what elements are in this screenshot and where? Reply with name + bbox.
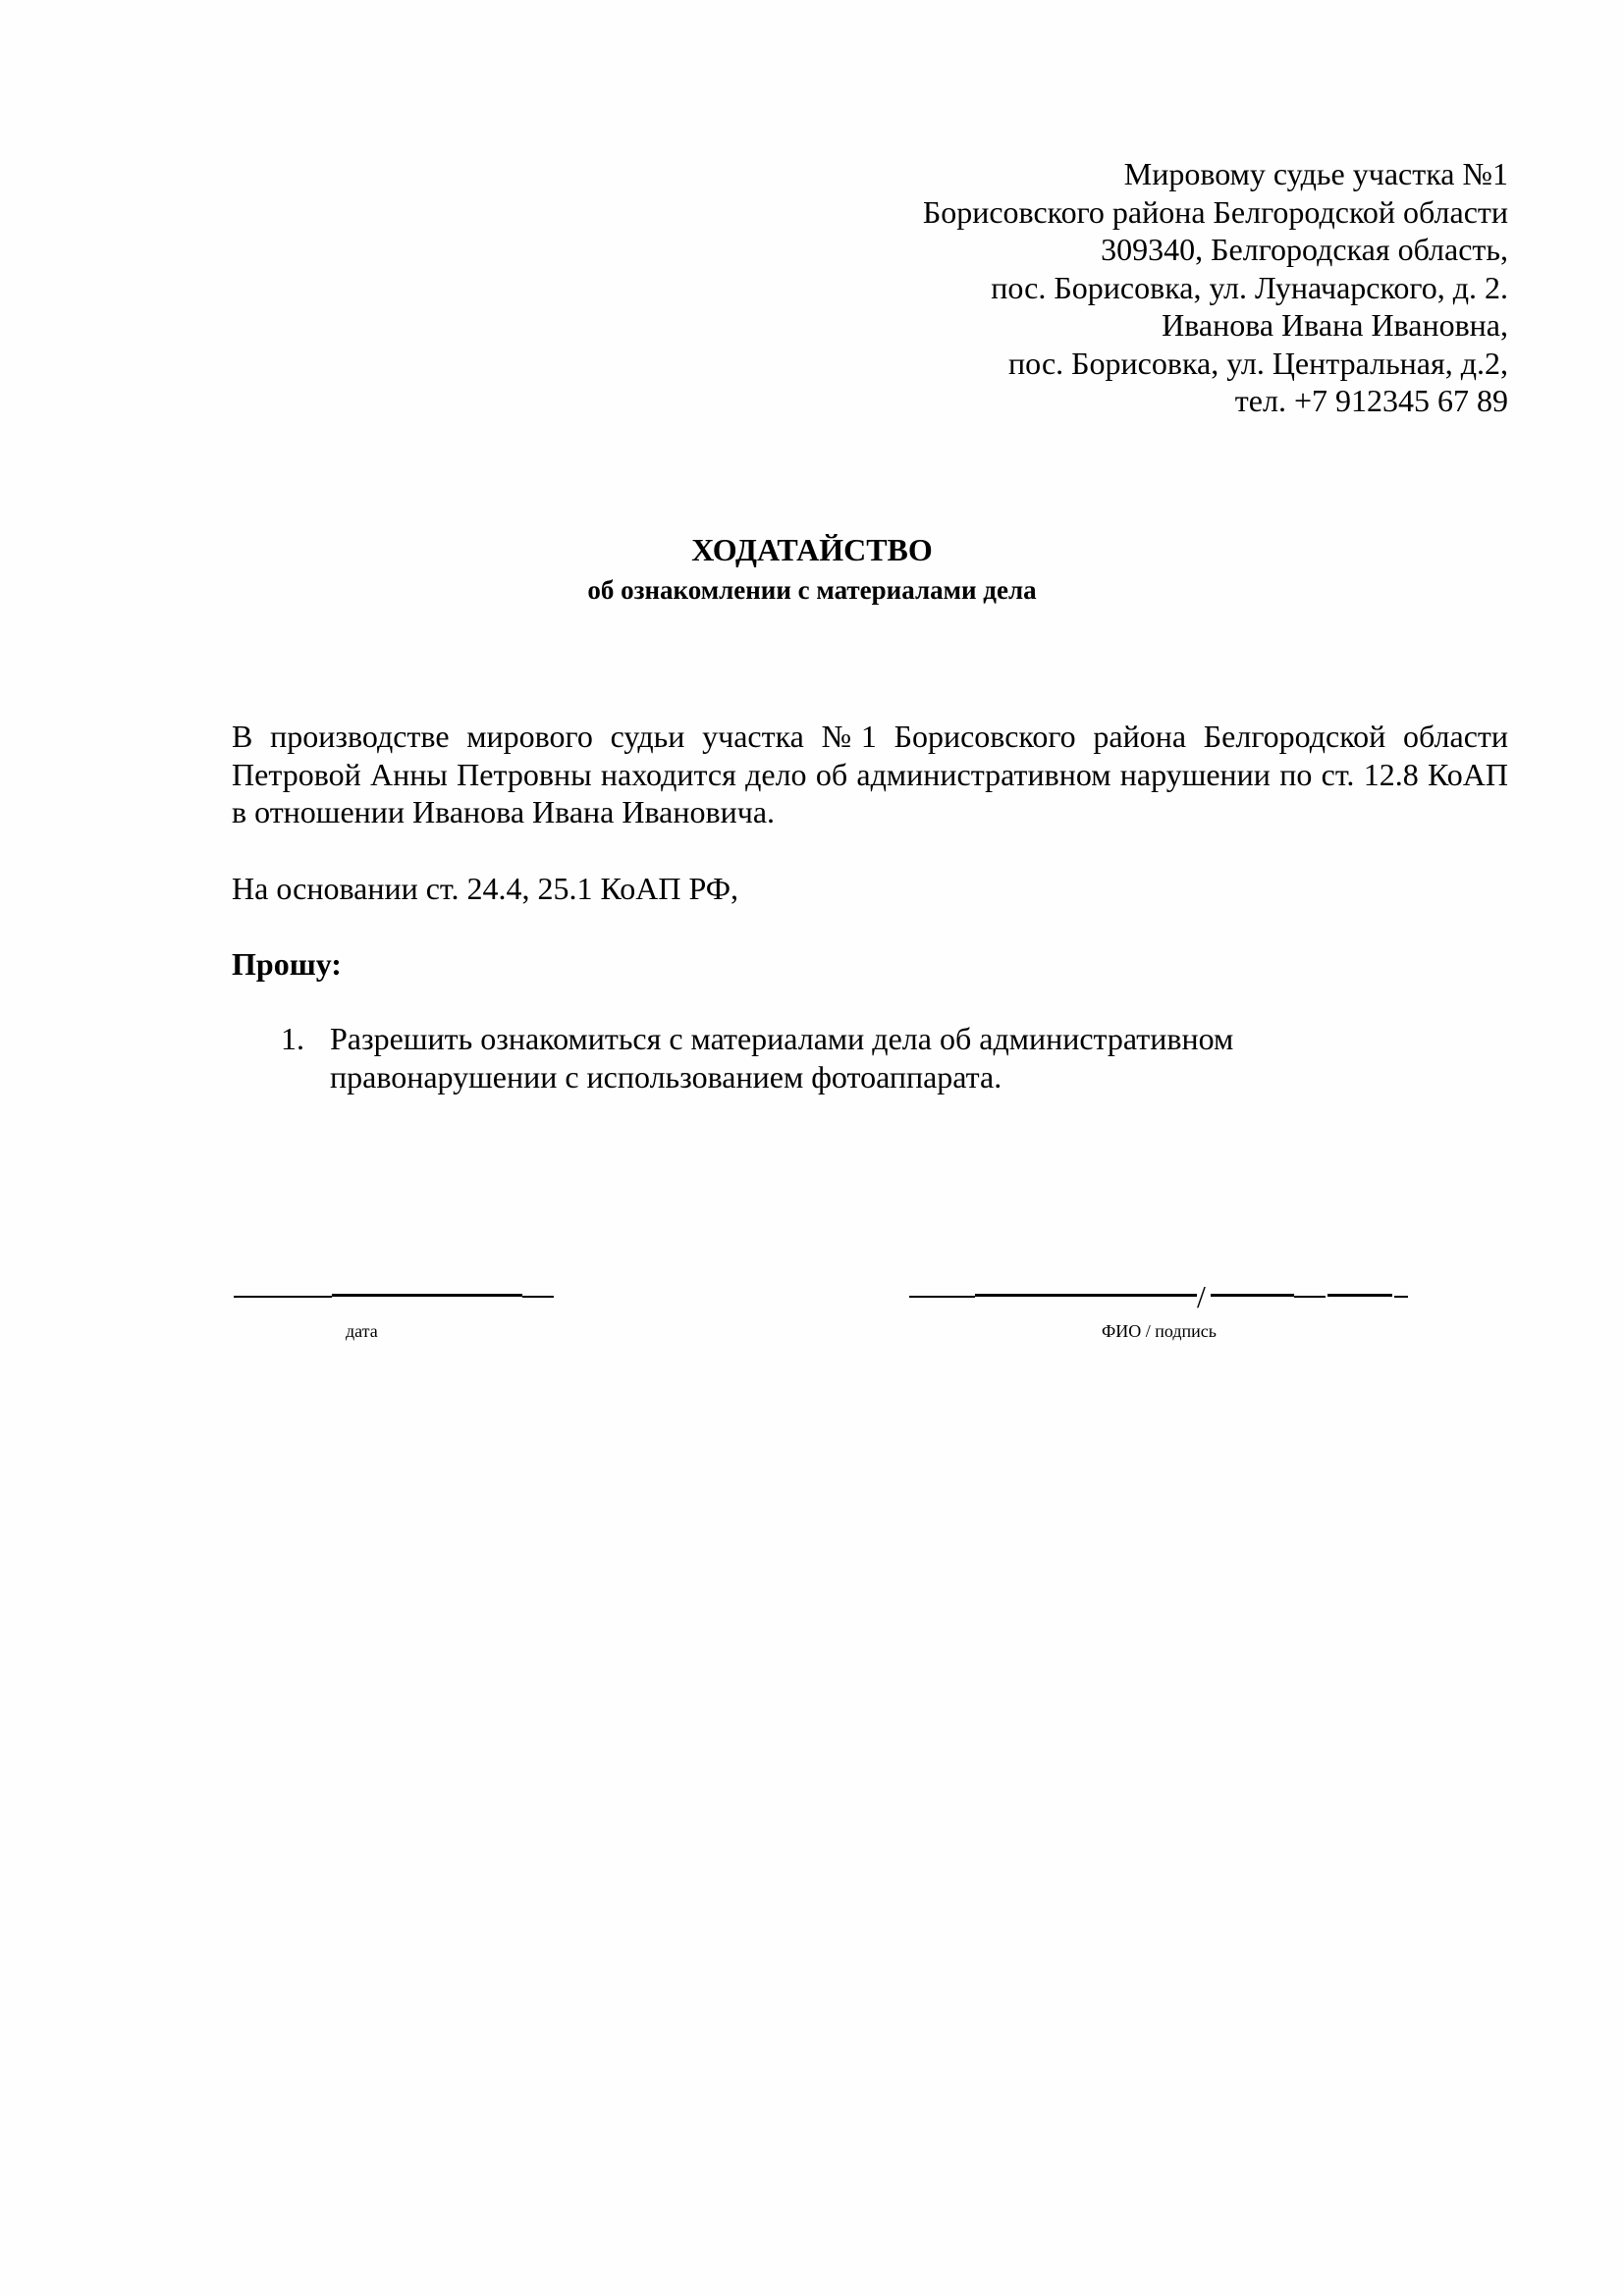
date-caption: дата: [346, 1321, 378, 1341]
signature-line-segment: [1327, 1294, 1392, 1297]
date-line-segment: [522, 1296, 554, 1298]
request-list: [232, 1020, 1312, 1095]
addressee-line: тел. +7 912345 67 89: [1234, 383, 1508, 418]
addressee-line: Борисовского района Белгородской области: [922, 193, 1508, 230]
list-item-text-line: Разрешить ознакомиться с материалами дела об административном: [330, 1021, 1234, 1056]
signature-line-segment: [1211, 1294, 1294, 1297]
signature-line-segment: [1394, 1296, 1408, 1298]
addressee-line: Иванова Ивана Ивановна,: [1162, 307, 1508, 343]
addressee-line: пос. Борисовка, ул. Луначарского, д. 2.: [991, 269, 1508, 305]
case-paragraph: В производстве мирового судьи участка №1 Борисовского района Белгородской области Петровой Анны Петровны находится дело об административном нарушении по ст. 12.8 КоАП в отношении Иванова Ивана Ивановича.: [232, 719, 1508, 829]
date-line-segment: [332, 1294, 522, 1297]
addressee-line: пос. Борисовка, ул. Центральная, д.2,: [1008, 345, 1508, 381]
signature-line-segment: [909, 1296, 975, 1298]
fio-signature-caption: ФИО / подпись: [1102, 1321, 1217, 1341]
addressee-line: Мировому судье участка №1: [1123, 156, 1508, 191]
document-title: ХОДАТАЙСТВО: [691, 532, 933, 567]
request-label: Прошу:: [232, 946, 342, 982]
document-subtitle: об ознакомлении с материалами дела: [587, 575, 1037, 605]
date-line-segment: [234, 1296, 332, 1298]
list-item-number: 1.: [281, 1021, 304, 1056]
legal-basis-paragraph: На основании ст. 24.4, 25.1 КоАП РФ,: [232, 871, 738, 906]
addressee-block: [624, 155, 1508, 420]
signature-line-segment: [1294, 1296, 1326, 1298]
signature-separator: /: [1197, 1279, 1206, 1314]
list-item: [232, 1020, 1312, 1095]
signature-line-segment: [975, 1294, 1197, 1297]
list-item-text-line: правонарушении с использованием фотоаппарата.: [330, 1058, 1002, 1095]
addressee-line: 309340, Белгородская область,: [1101, 232, 1508, 267]
